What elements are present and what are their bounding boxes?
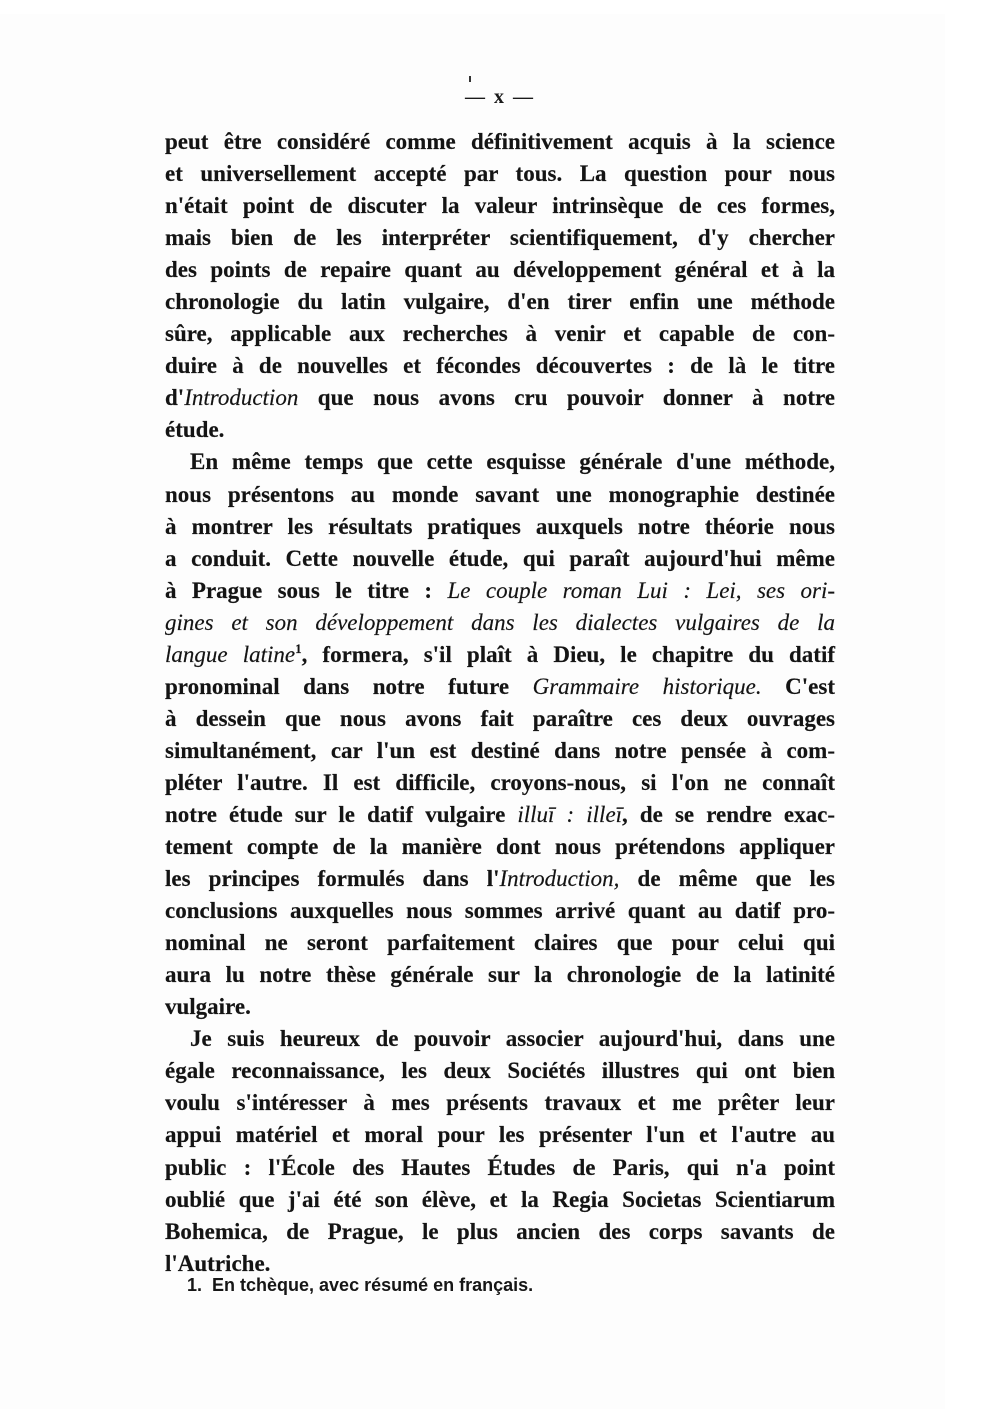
footnote — [187, 1275, 533, 1296]
text-line: conclusions auxquelles nous sommes arrivé quant au datif pro- — [165, 898, 835, 924]
text-line: pléter l'autre. Il est difficile, croyons-nous, si l'on ne connaît — [165, 769, 835, 795]
paragraph-2 — [165, 446, 835, 1023]
text-line: a conduit. Cette nouvelle étude, qui paraît aujourd'hui même — [165, 545, 835, 571]
text-line: n'était point de discuter la valeur intrinsèque de ces formes, — [165, 193, 835, 219]
italic-title: Le couple roman Lui : Lei, ses ori- — [447, 577, 836, 603]
text-line: appui matériel et moral pour les présenter l'un et l'autre au — [165, 1122, 835, 1148]
text-line: public : l'École des Hautes Études de Paris, qui n'a point — [165, 1154, 835, 1180]
text-line: Bohemica, de Prague, le plus ancien des corps savants de — [165, 1218, 835, 1244]
body-text — [165, 126, 835, 1280]
text-line: d'Introduction que nous avons cru pouvoir donner à notre — [165, 385, 835, 411]
text-line: vulgaire. — [165, 994, 251, 1020]
italic-title: langue latine — [165, 641, 296, 667]
italic-title: Grammaire historique. — [532, 673, 762, 699]
text-line: nous présentons au monde savant une monographie destinée — [165, 481, 835, 507]
text-line: voulu s'intéresser à mes présents travaux et me prêter leur — [165, 1090, 835, 1116]
text-line: simultanément, car l'un est destiné dans notre pensée à com- — [165, 737, 835, 763]
text-line: égale reconnaissance, les deux Sociétés illustres qui ont bien — [165, 1058, 835, 1084]
text-line: nominal ne seront parfaitement claires que pour celui qui — [165, 930, 835, 956]
italic-title: gines et son développement dans les dialectes vulgaires de la — [165, 609, 835, 635]
text-line: à Prague sous le titre : Le couple roman Lui : Lei, ses ori- — [165, 577, 836, 603]
text-line: à montrer les résultats pratiques auxquels notre théorie nous — [165, 513, 835, 539]
text-line: les principes formulés dans l'Introduction, de même que les — [165, 866, 835, 892]
footnote-text: En tchèque, avec résumé en français. — [212, 1275, 534, 1295]
running-head — [0, 86, 1000, 109]
italic-title: Introduction — [184, 385, 299, 411]
text-line — [165, 607, 835, 639]
page-number: — x — — [465, 86, 535, 108]
italic-title: Introduction, — [499, 866, 620, 892]
text-line: pronominal dans notre future Grammaire historique. C'est — [165, 673, 836, 699]
text-line: à dessein que nous avons fait paraître ces deux ouvrages — [165, 705, 835, 731]
text-line: notre étude sur le datif vulgaire illuī : illeī, de se rendre exac- — [165, 801, 835, 827]
text-line: mais bien de les interpréter scientifiquement, d'y chercher — [165, 225, 835, 251]
text-line: et universellement accepté par tous. La question pour nous — [165, 161, 835, 187]
stray-mark — [469, 76, 471, 82]
italic-term: illuī : illeī — [517, 801, 623, 827]
text-line: étude. — [165, 417, 225, 443]
text-line: tement compte de la manière dont nous prétendons appliquer — [165, 834, 835, 860]
text-line: peut être considéré comme définitivement acquis à la science — [165, 129, 835, 154]
text-line: sûre, applicable aux recherches à venir et capable de con- — [165, 321, 835, 347]
footnote-number: 1. — [187, 1275, 203, 1295]
paragraph-1 — [165, 126, 835, 446]
text-line: l'Autriche. — [165, 1250, 271, 1276]
footnote-reference: 1 — [295, 640, 302, 656]
text-line: langue latine$^1$, formera, s'il plaît à Dieu, le chapitre du datif — [165, 640, 835, 667]
text-line: En même temps que cette esquisse générale d'une méthode, — [190, 449, 835, 475]
text-line: Je suis heureux de pouvoir associer aujourd'hui, dans une — [190, 1026, 835, 1052]
text-line: chronologie du latin vulgaire, d'en tirer enfin une méthode — [165, 289, 835, 315]
text-line: des points de repaire quant au développement général et à la — [165, 257, 835, 283]
text-line: aura lu notre thèse générale sur la chronologie de la latinité — [165, 962, 835, 988]
text-line: duire à de nouvelles et fécondes découvertes : de là le titre — [165, 353, 835, 379]
paragraph-3 — [165, 1023, 835, 1279]
text-line: oublié que j'ai été son élève, et la Regia Societas Scientiarum — [165, 1186, 835, 1212]
